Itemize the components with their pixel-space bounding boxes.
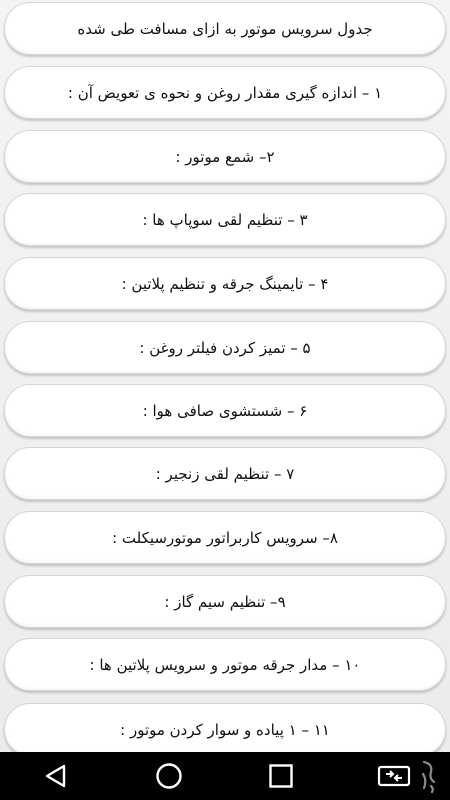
menu-item-label: ۱۱ – ۱ پیاده و سوار کردن موتور : bbox=[120, 720, 330, 739]
menu-item-ignition-circuit[interactable] bbox=[4, 638, 446, 691]
menu-item-ignition-timing[interactable] bbox=[4, 257, 446, 310]
menu-item-label: ۶ – شستشوی صافی هوا : bbox=[142, 401, 308, 420]
menu-item-label: ۵ – تمیز کردن فیلتر روغن : bbox=[139, 338, 311, 357]
menu-item-carburetor[interactable] bbox=[4, 511, 446, 564]
menu-item-throttle-cable[interactable] bbox=[4, 575, 446, 628]
menu-item-oil-filter[interactable] bbox=[4, 321, 446, 374]
screen-switch-icon bbox=[377, 763, 411, 789]
menu-item-label: ۸– سرویس کاربراتور موتورسیکلت : bbox=[112, 528, 338, 547]
menu-item-label: ۳ – تنظیم لقی سوپاپ ها : bbox=[142, 210, 308, 229]
back-button[interactable] bbox=[26, 752, 86, 800]
back-triangle-icon bbox=[43, 763, 69, 789]
recents-square-icon bbox=[268, 763, 294, 789]
menu-item-label: ۱ – اندازه گیری مقدار روغن و نحوه ی تعویض آن : bbox=[67, 83, 383, 102]
system-navigation-bar bbox=[0, 752, 450, 800]
menu-item-valve-clearance[interactable] bbox=[4, 193, 446, 246]
home-button[interactable] bbox=[139, 752, 199, 800]
menu-item-oil-check[interactable] bbox=[4, 66, 446, 119]
menu-item-label: ۱۰ – مدار جرقه موتور و سرویس پلاتین ها : bbox=[89, 655, 361, 674]
menu-item-label: ۷ – تنظیم لقی زنجیر : bbox=[155, 464, 295, 483]
menu-item-engine-removal[interactable] bbox=[4, 703, 446, 752]
store-logo-watermark bbox=[414, 752, 444, 800]
menu-item-service-table[interactable] bbox=[4, 2, 446, 55]
menu-item-label: ۴ – تایمینگ جرقه و تنظیم پلاتین : bbox=[121, 274, 329, 293]
menu-item-spark-plug[interactable] bbox=[4, 130, 446, 183]
menu-item-label: ۹– تنظیم سیم گاز : bbox=[164, 592, 286, 611]
menu-item-label: ۲– شمع موتور : bbox=[175, 147, 275, 166]
menu-item-air-filter[interactable] bbox=[4, 384, 446, 437]
menu-item-label: جدول سرویس موتور به ازای مسافت طی شده bbox=[77, 19, 373, 38]
home-circle-icon bbox=[155, 762, 183, 790]
recents-button[interactable] bbox=[251, 752, 311, 800]
bazaar-logo-icon bbox=[419, 758, 439, 794]
menu-item-chain-slack[interactable] bbox=[4, 447, 446, 500]
